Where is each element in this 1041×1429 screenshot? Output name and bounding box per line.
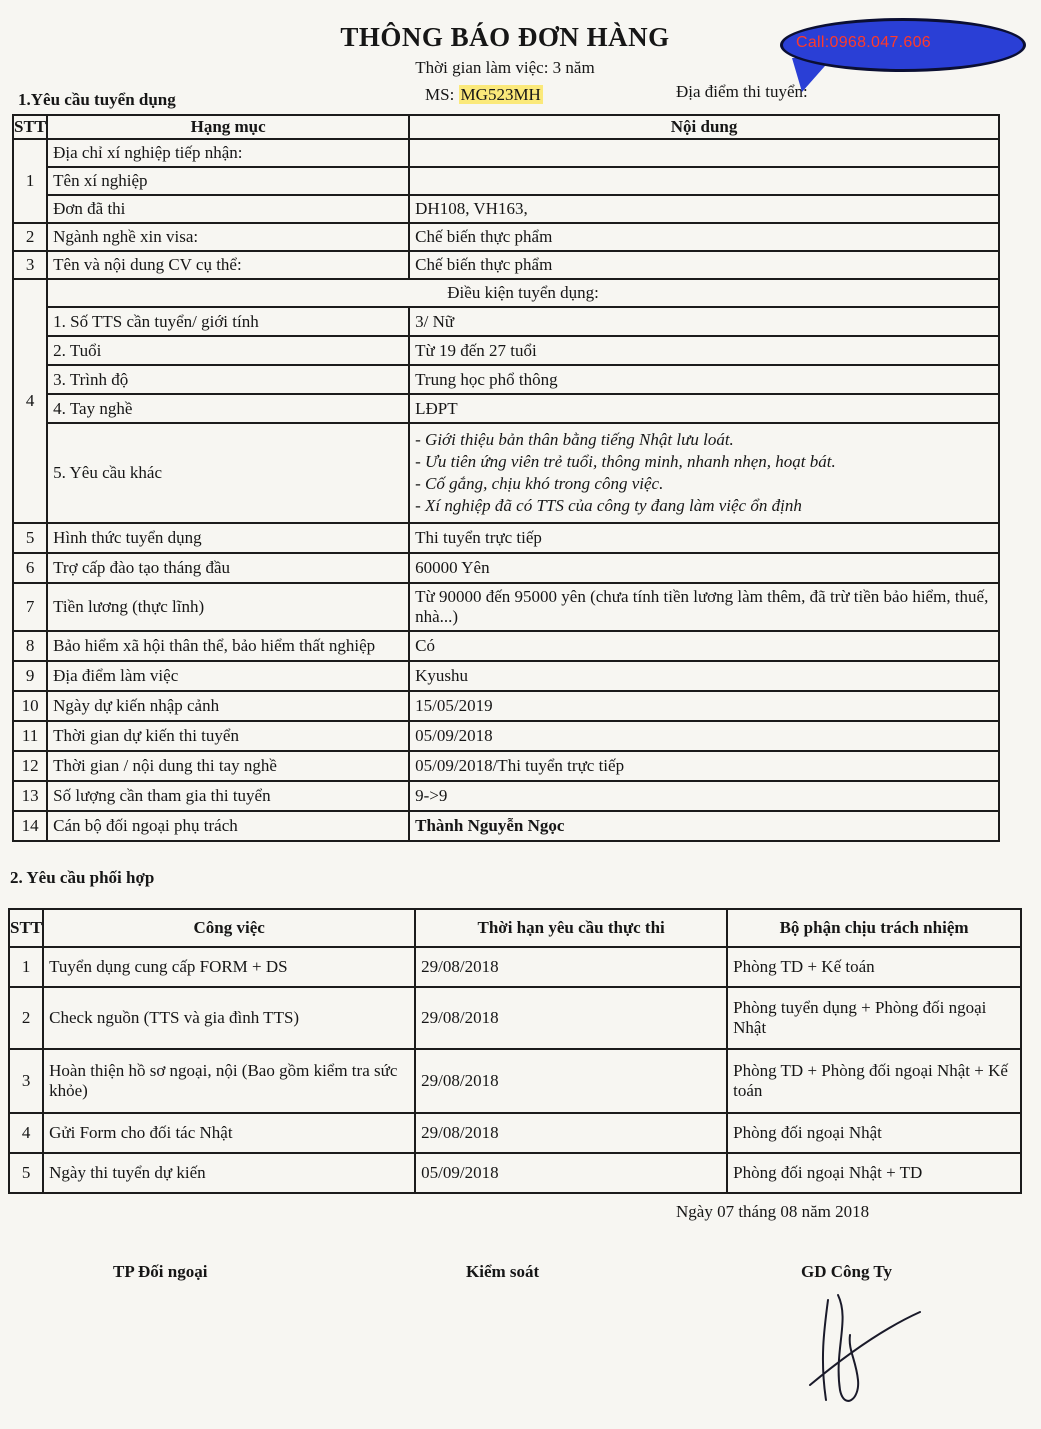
table-row [13,751,999,781]
table-row [13,631,999,661]
row-label: Địa chỉ xí nghiệp tiếp nhận: [47,139,409,167]
row-value [409,139,999,167]
row-number: 14 [13,811,47,841]
deadline: 05/09/2018 [415,1153,727,1193]
row-label: Đơn đã thi [47,195,409,223]
table-row [13,365,999,394]
department: Phòng TD + Kế toán [727,947,1021,987]
table-row [13,167,999,195]
row-number: 10 [13,691,47,721]
table-row [9,1153,1021,1193]
document-title: THÔNG BÁO ĐƠN HÀNG [340,22,670,52]
table-row [13,781,999,811]
row-value: 3/ Nữ [409,307,999,336]
requirement-item: - Giới thiệu bản thân bằng tiếng Nhật lưu loát. [415,430,734,449]
table-row [9,1049,1021,1113]
table-row [13,553,999,583]
table-row [13,423,999,523]
table-row [13,139,999,167]
signature-title-director: GD Công Ty [801,1262,893,1281]
table-row [13,307,999,336]
row-value: Từ 90000 đến 95000 yên (chưa tính tiền lương làm thêm, đã trừ tiền bảo hiểm, thuế, nhà...) [409,583,999,631]
col-task: Công việc [43,909,415,947]
row-label: Cán bộ đối ngoại phụ trách [47,811,409,841]
table-row [9,947,1021,987]
row-label: Ngành nghề xin visa: [47,223,409,251]
requirement-item: - Ưu tiên ứng viên trẻ tuổi, thông minh, nhanh nhẹn, hoạt bát. [415,452,836,471]
section-2-heading: 2. Yêu cầu phối hợp [10,868,155,887]
row-number: 1 [13,139,47,223]
row-value: Thành Nguyễn Ngọc [409,811,999,841]
row-label: 1. Số TTS cần tuyển/ giới tính [47,307,409,336]
table-row [13,661,999,691]
col-category: Hạng mục [47,115,409,139]
table-row [13,811,999,841]
department: Phòng tuyển dụng + Phòng đối ngoại Nhật [727,987,1021,1049]
signature-title-control: Kiểm soát [466,1262,540,1281]
col-stt: STT [9,909,43,947]
row-number: 7 [13,583,47,631]
row-number: 8 [13,631,47,661]
table-row [13,721,999,751]
row-label: Địa điểm làm việc [47,661,409,691]
task: Ngày thi tuyển dự kiến [43,1153,415,1193]
col-stt: STT [13,115,47,139]
requirement-item: - Cố gắng, chịu khó trong công việc. [415,474,664,493]
row-label: Số lượng cần tham gia thi tuyển [47,781,409,811]
row-number: 4 [9,1113,43,1153]
row-value: Có [409,631,999,661]
row-label: Tên và nội dung CV cụ thể: [47,251,409,279]
row-value: 60000 Yên [409,553,999,583]
signature-title-foreign-affairs: TP Đối ngoại [113,1262,208,1281]
order-code-value: MG523MH [460,85,541,104]
coordination-table [8,908,1022,1194]
col-department: Bộ phận chịu trách nhiệm [727,909,1021,947]
row-value: 05/09/2018 [409,721,999,751]
table-row [13,394,999,423]
row-number: 1 [9,947,43,987]
row-number: 11 [13,721,47,751]
row-number: 6 [13,553,47,583]
row-value [409,167,999,195]
table-row [9,1113,1021,1153]
other-requirements [409,423,999,523]
row-number: 2 [9,987,43,1049]
handwritten-signature [790,1290,930,1420]
row-label: 4. Tay nghề [47,394,409,423]
row-label: Trợ cấp đào tạo tháng đầu [47,553,409,583]
task: Check nguồn (TTS và gia đình TTS) [43,987,415,1049]
exam-location-label: Địa điểm thi tuyển: [676,82,808,101]
row-label: 5. Yêu cầu khác [47,423,409,523]
row-number: 13 [13,781,47,811]
row-label: Tên xí nghiệp [47,167,409,195]
row-value: Trung học phổ thông [409,365,999,394]
row-value: 05/09/2018/Thi tuyển trực tiếp [409,751,999,781]
row-label: Tiền lương (thực lĩnh) [47,583,409,631]
row-label: Ngày dự kiến nhập cảnh [47,691,409,721]
col-content: Nội dung [409,115,999,139]
department: Phòng đối ngoại Nhật + TD [727,1153,1021,1193]
deadline: 29/08/2018 [415,1113,727,1153]
requirement-item: - Xí nghiệp đã có TTS của công ty đang làm việc ổn định [415,496,802,515]
col-deadline: Thời hạn yêu cầu thực thi [415,909,727,947]
row-value: 9->9 [409,781,999,811]
table-row [13,336,999,365]
work-time: Thời gian làm việc: 3 năm [415,58,595,77]
row-value: DH108, VH163, [409,195,999,223]
row-value: Kyushu [409,661,999,691]
table-row [13,195,999,223]
row-number: 3 [9,1049,43,1113]
row-label: Thời gian / nội dung thi tay nghề [47,751,409,781]
task: Hoàn thiện hồ sơ ngoại, nội (Bao gồm kiểm tra sức khỏe) [43,1049,415,1113]
table-row [13,251,999,279]
row-number: 2 [13,223,47,251]
table-row [13,523,999,553]
row-number: 9 [13,661,47,691]
deadline: 29/08/2018 [415,987,727,1049]
phone-number[interactable]: Call:0968.047.606 [796,34,931,51]
row-label: 2. Tuổi [47,336,409,365]
section-1-heading: 1.Yêu cầu tuyển dụng [18,90,176,109]
row-value: 15/05/2019 [409,691,999,721]
task: Tuyển dụng cung cấp FORM + DS [43,947,415,987]
table-row [13,691,999,721]
table-row [13,583,999,631]
row-value: Chế biến thực phẩm [409,223,999,251]
row-label: Thời gian dự kiến thi tuyển [47,721,409,751]
row-label: Hình thức tuyển dụng [47,523,409,553]
row-label: 3. Trình độ [47,365,409,394]
row-number: 5 [9,1153,43,1193]
deadline: 29/08/2018 [415,1049,727,1113]
task: Gửi Form cho đối tác Nhật [43,1113,415,1153]
row-number: 5 [13,523,47,553]
table-row [13,279,999,307]
row-number: 4 [13,279,47,523]
department: Phòng TD + Phòng đối ngoại Nhật + Kế toán [727,1049,1021,1113]
table-row [9,987,1021,1049]
document-date: Ngày 07 tháng 08 năm 2018 [676,1202,870,1221]
row-number: 12 [13,751,47,781]
order-code [425,85,543,105]
row-label: Bảo hiểm xã hội thân thể, bảo hiểm thất nghiệp [47,631,409,661]
table-row [13,223,999,251]
row-value: Từ 19 đến 27 tuổi [409,336,999,365]
recruitment-table [12,114,1000,842]
row-number: 3 [13,251,47,279]
order-code-label: MS: [425,85,455,104]
row-value: Chế biến thực phẩm [409,251,999,279]
row-value: LĐPT [409,394,999,423]
department: Phòng đối ngoại Nhật [727,1113,1021,1153]
conditions-heading: Điều kiện tuyển dụng: [47,279,999,307]
deadline: 29/08/2018 [415,947,727,987]
row-value: Thi tuyển trực tiếp [409,523,999,553]
